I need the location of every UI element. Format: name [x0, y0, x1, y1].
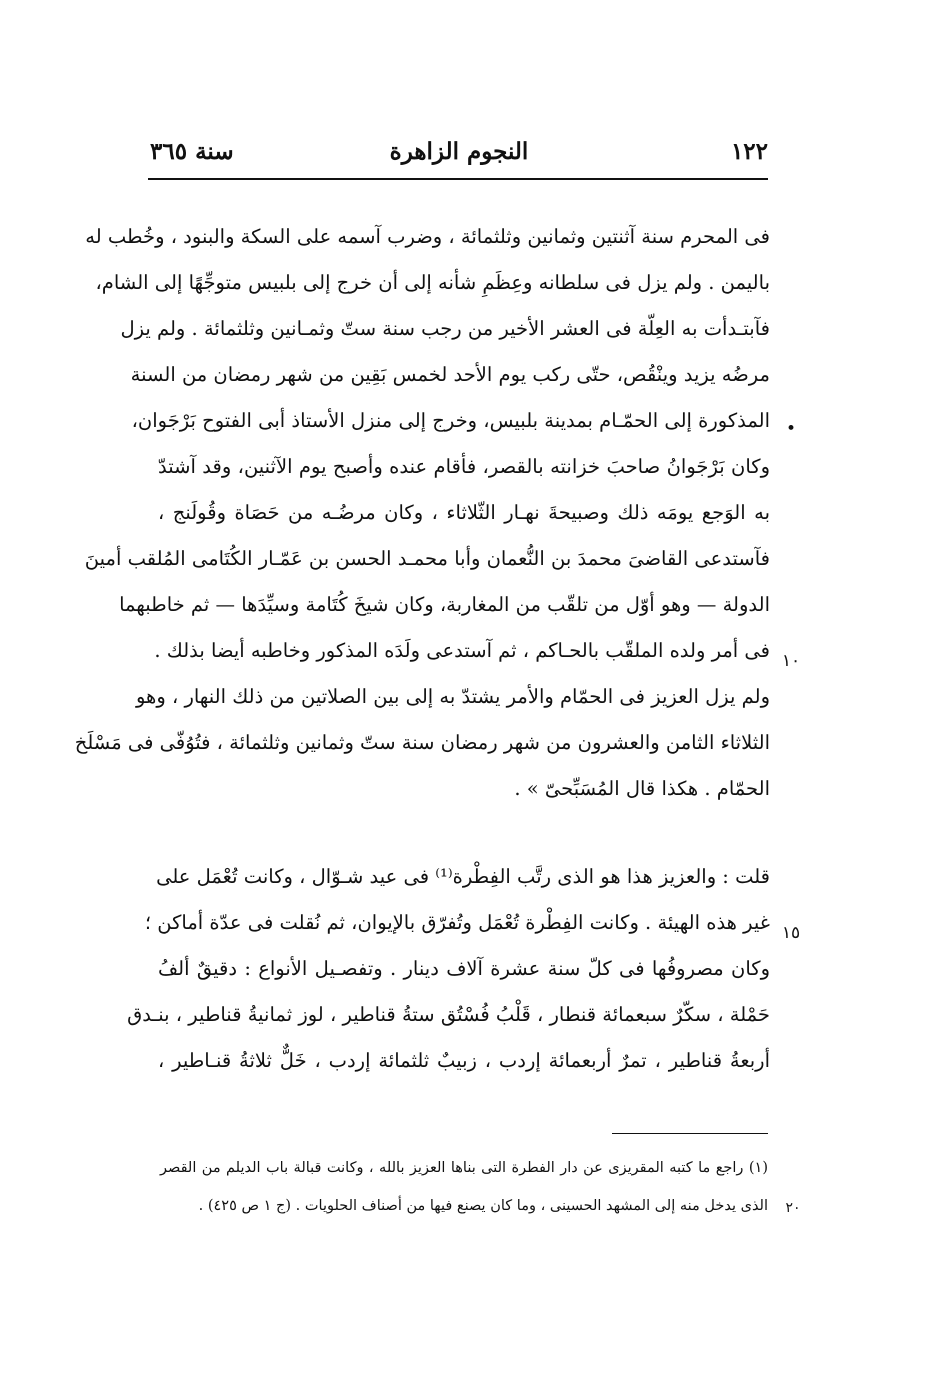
line-marker-dot: • [785, 419, 797, 439]
text-line: أربعةُ قناطير ، تمرٌ أربعمائة إردب ، زبيبٌ ثلثمائة إردب ، خَلٌّ ثلاثةُ قنـاطير ، [158, 1049, 770, 1072]
header-rule [148, 178, 768, 180]
header-book-title: النجوم الزاهرة [389, 138, 529, 165]
text-line: فى المحرم سنة آثنتين وثمانين وثلثمائة ، وضرب آسمه على السكة والبنود ، وخُطب له [85, 225, 770, 248]
text-line: غير هذه الهيئة . وكانت الفِطْرة تُعْمَل وتُفرّق بالإيوان، ثم نُقلت فى عدّة أماكن ؛ [144, 911, 770, 934]
text-line: به الوَجع يومَه ذلك وصبيحةَ نهـار الثّلاثاء ، وكان مرضُـه من حَصَاة وقُولَنج ، [158, 501, 770, 524]
footnote-line: الذى يدخل منه إلى المشهد الحسينى ، وما كان يصنع فيها من أصناف الحلويات . (ج ١ ص ٤٢٥) . [198, 1198, 768, 1214]
text-line: فآستدعى القاضىَ محمدَ بن النُّعمان وأبا محمـد الحسن بن عَمّـار الكُتَامى المُلقب أمينَ [84, 547, 770, 570]
text-line: قلت : والعزيز هذا هو الذى رتَّب الفِطْرة⁽¹⁾ فى عيد شـوّال ، وكانت تُعْمَل على [156, 865, 770, 888]
header-page-number: ١٢٢ [730, 138, 768, 165]
text-line: الثلاثاء الثامن والعشرون من شهر رمضان سنة ستّ وثمانين وثلثمائة ، فتُوُفّى فى مَسْلَخ [74, 731, 770, 754]
line-marker-15: ١٥ [781, 923, 801, 943]
text-line: ولم يزل العزيز فى الحمّام والأمر يشتدّ به إلى بين الصلاتين من ذلك النهار ، وهو [135, 685, 770, 708]
line-marker-10: ١٠ [781, 651, 801, 671]
text-line: المذكورة إلى الحمّـام بمدينة بلبيس، وخرج إلى منزل الأستاذ أبى الفتوح بَرْجَوان، [131, 409, 770, 432]
line-marker-20: ٢٠ [785, 1200, 801, 1216]
text-line: الحمّام . هكذا قال المُسَبِّحىّ » . [514, 777, 770, 800]
text-line: فآبتـدأت به العِلّة فى العشر الأخير من رجب سنة ستّ وثمـانين وثلثمائة . ولم يزل [120, 317, 770, 340]
text-line: وكان مصروفُها فى كلّ سنة عشرة آلاف دينار . وتفصـيل الأنواع : دقيقٌ ألفُ [158, 957, 770, 980]
text-line: مرضُه يزيد وينْقُص، حتّى ركب يوم الأحد لخمس بَقِين من شهر رمضان من السنة [130, 363, 770, 386]
text-line: الدولة — وهو أوّل من تلقّب من المغاربة، وكان شيخَ كُتَامة وسيِّدَها — ثم خاطبهما [119, 593, 770, 616]
text-line: حَمْلة ، سكّرٌ سبعمائة قنطار ، قَلْبُ فُسْتُق ستةُ قناطير ، لوز ثمانيةُ قناطير ، بنـدق [127, 1003, 770, 1026]
footnote-rule [612, 1133, 768, 1134]
running-header [148, 136, 770, 176]
footnote-line: (١) راجع ما كتبه المقريزى عن دار الفطرة التى بناها العزيز بالله ، وكانت قبالة باب الديلم من القصر [160, 1160, 768, 1176]
text-line: فى أمر ولده الملقّب بالحـاكم ، ثم آستدعى ولَدَه المذكور وخاطبه أيضا بذلك . [154, 639, 770, 662]
text-line: باليمن . ولم يزل فى سلطانه وعِظَمِ شأنه إلى أن خرج إلى بلبيس متوجِّهًا إلى الشام، [95, 271, 770, 294]
header-year: سنة ٣٦٥ [150, 138, 234, 165]
text-line: وكان بَرْجَوانُ صاحبَ خزانته بالقصر، فأقام عنده وأصبح يوم الآثنين، وقد آشتدّ [158, 455, 770, 478]
